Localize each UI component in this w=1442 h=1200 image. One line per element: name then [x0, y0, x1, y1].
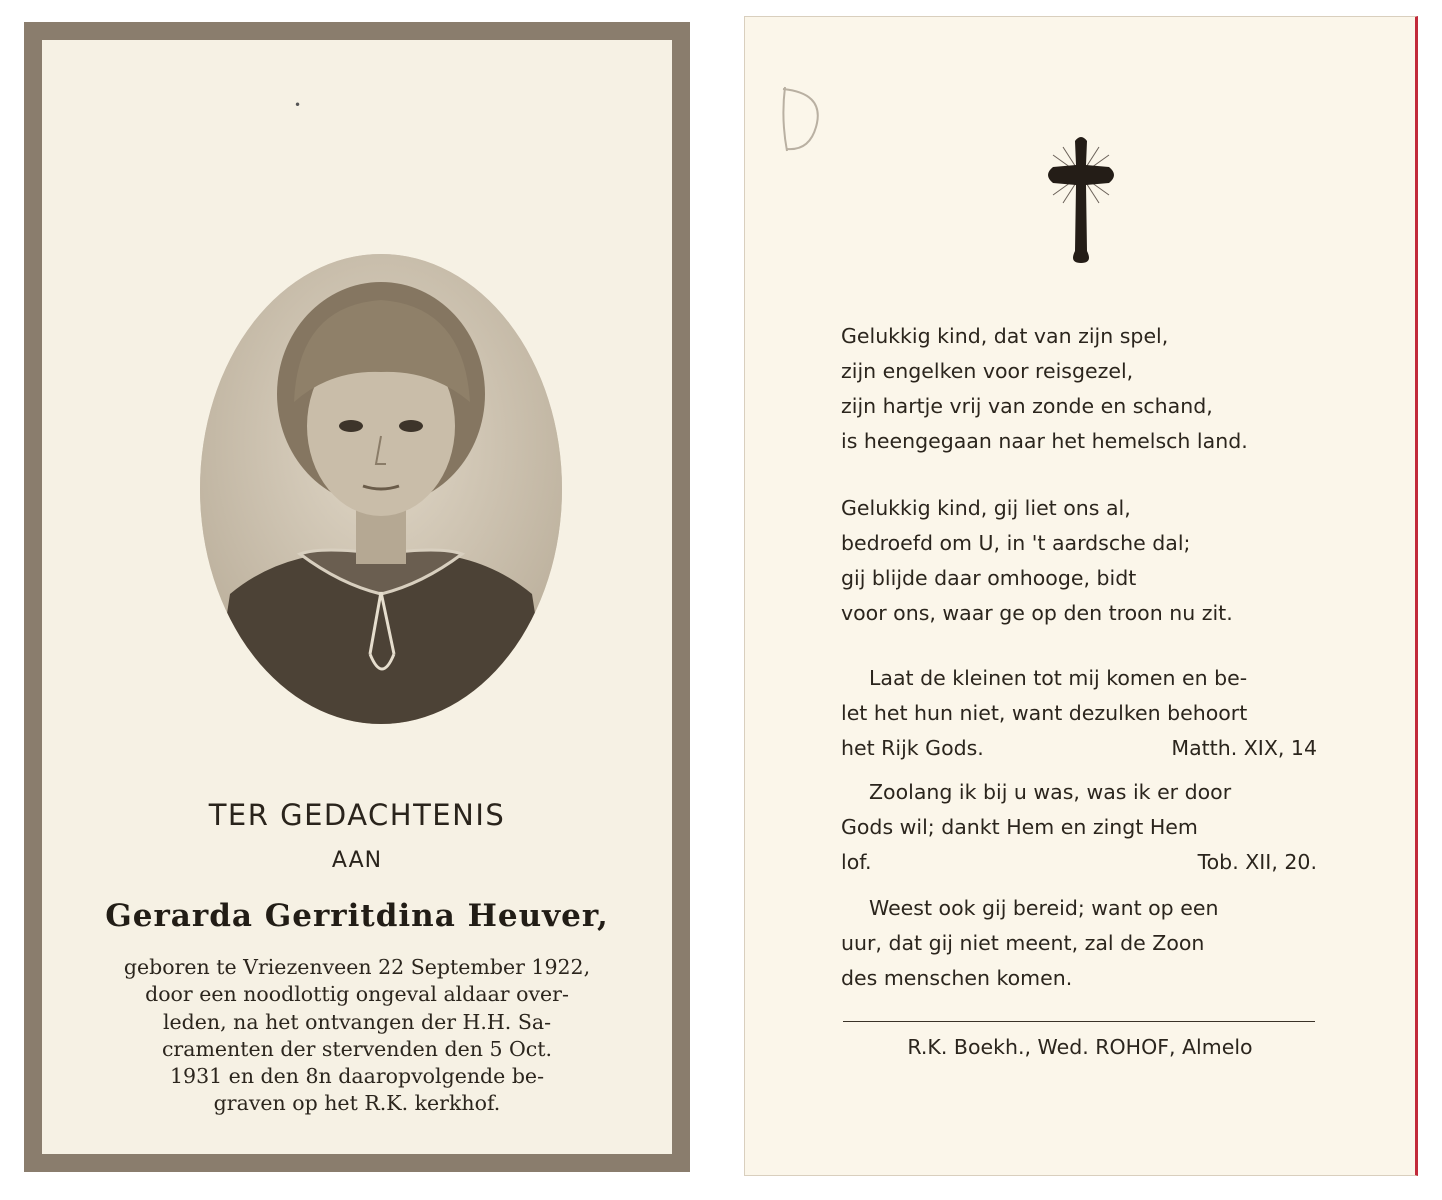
verse-line: voor ons, waar ge op den troon nu zit.: [841, 601, 1233, 625]
verse-two: [841, 491, 1317, 631]
bio-line: cramenten der stervenden den 5 Oct.: [161, 1036, 553, 1061]
verse-line: Gelukkig kind, gij liet ons al,: [841, 496, 1131, 520]
deceased-name: Gerarda Gerritdina Heuver,: [105, 898, 609, 934]
quote-reference: Tob. XII, 20.: [1197, 850, 1317, 874]
front-inner-panel: [42, 40, 672, 1154]
memorial-title: TER GEDACHTENIS: [208, 798, 506, 832]
bio-line: geboren te Vriezenveen 22 September 1922,: [123, 955, 591, 979]
print-speck: •: [294, 98, 302, 112]
biography-text: [88, 954, 626, 1118]
pencil-mark-d: [771, 79, 827, 159]
quote-last-line: [841, 845, 1317, 880]
bio-line: leden, na het ontvangen der H.H. Sa-: [162, 1009, 552, 1034]
quote-line: Weest ook gij bereid; want op een: [869, 896, 1219, 920]
scripture-quote-matthew: [841, 661, 1317, 766]
scripture-quote-watch: [841, 891, 1317, 996]
verse-line: is heengegaan naar het hemelsch land.: [841, 429, 1248, 453]
verse-line: zijn hartje vrij van zonde en schand,: [841, 394, 1213, 418]
quote-line: Zoolang ik bij u was, was ik er door: [869, 780, 1232, 804]
memorial-aan: AAN: [331, 848, 383, 873]
divider-rule: [843, 1021, 1315, 1022]
portrait-image: [200, 254, 562, 724]
verse-line: Gelukkig kind, dat van zijn spel,: [841, 324, 1169, 348]
memorial-card-front: [24, 22, 690, 1172]
quote-line: let het hun niet, want dezulken behoort: [841, 701, 1248, 725]
quote-reference: Matth. XIX, 14: [1171, 736, 1317, 760]
quote-line: des menschen komen.: [841, 966, 1073, 990]
verse-line: gij blijde daar omhooge, bidt: [841, 566, 1137, 590]
quote-last-line: [841, 731, 1317, 766]
quote-text: het Rijk Gods.: [841, 736, 984, 760]
quote-text: lof.: [841, 850, 872, 874]
memorial-card-back: [744, 16, 1418, 1176]
quote-line: uur, dat gij niet meent, zal de Zoon: [841, 931, 1205, 955]
verse-line: bedroefd om U, in 't aardsche dal;: [841, 531, 1191, 555]
quote-line: Laat de kleinen tot mij komen en be-: [869, 666, 1248, 690]
bio-line: 1931 en den 8n daaropvolgende be-: [170, 1064, 544, 1089]
bio-line: graven op het R.K. kerkhof.: [213, 1091, 501, 1116]
bio-line: door een noodlottig ongeval aldaar over-: [145, 982, 569, 1007]
quote-line: Gods wil; dankt Hem en zingt Hem: [841, 815, 1198, 839]
cross-icon: [1043, 133, 1119, 265]
portrait-photo: [200, 254, 562, 724]
verse-line: zijn engelken voor reisgezel,: [841, 359, 1134, 383]
printer-credit: R.K. Boekh., Wed. ROHOF, Almelo: [907, 1035, 1253, 1059]
scripture-quote-tobit: [841, 775, 1317, 880]
verse-one: [841, 319, 1317, 459]
